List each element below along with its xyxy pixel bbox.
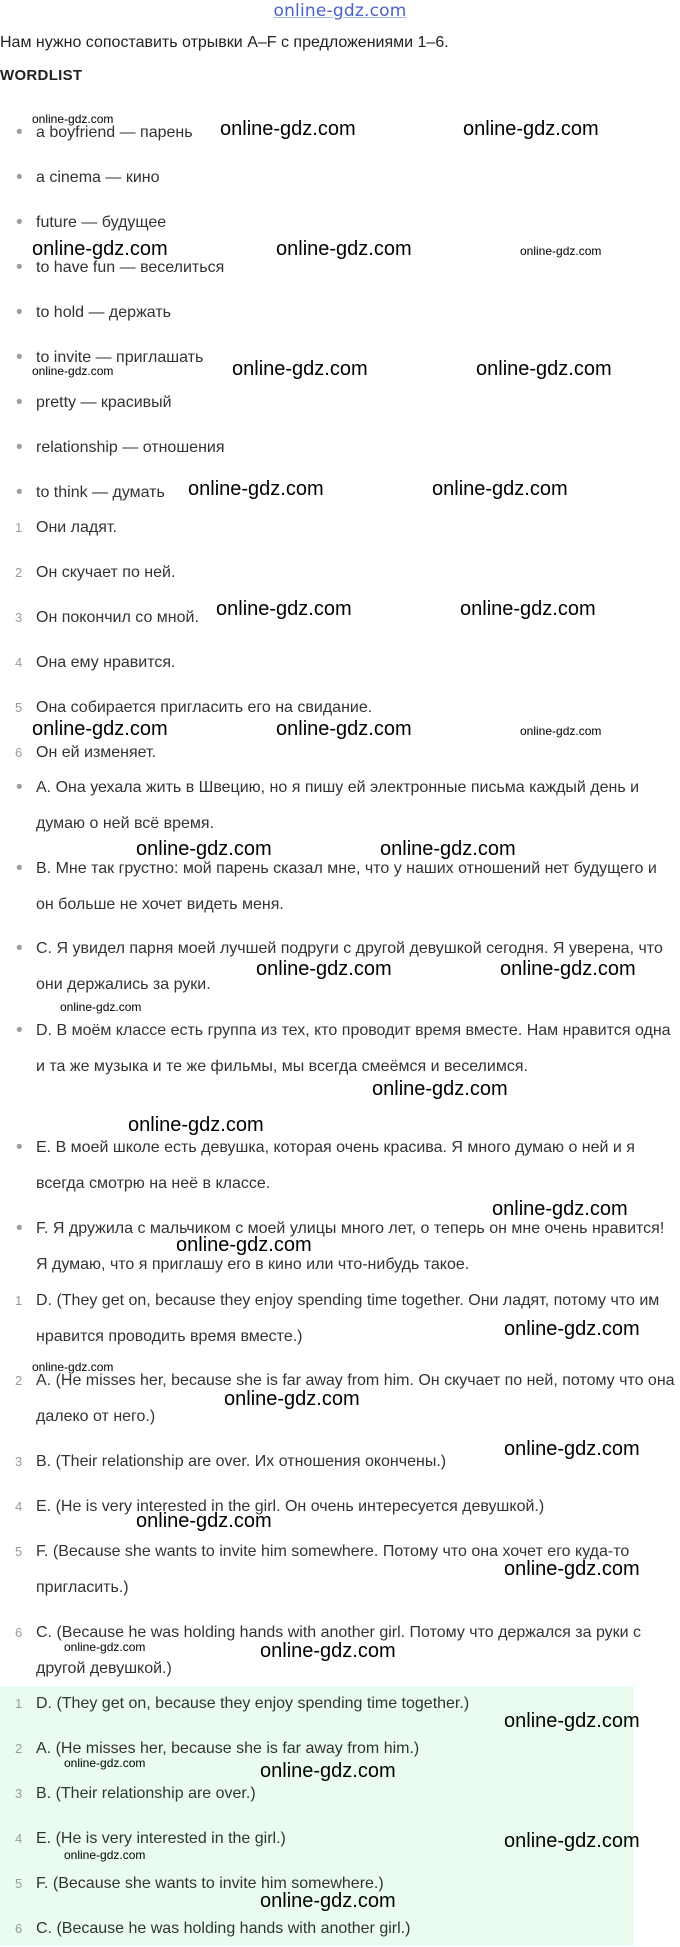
watermark: online-gdz.com	[520, 724, 602, 738]
list-item: 5 F. (Because she wants to invite him somewhere.)	[15, 1875, 384, 1892]
list-item: 4 Она ему нравится.	[15, 654, 176, 671]
list-item: • D. В моём классе есть группа из тех, кто проводит время вместе. Нам нравится одна и та же музыка и те же фильмы, мы всегда смеёмся и веселимся.	[0, 1013, 676, 1085]
bullet-icon: •	[16, 1020, 23, 1041]
list-item: 6 C. (Because he was holding hands with another girl. Потому что держался за руки с другой девушкой.)	[15, 1624, 642, 1677]
watermark: online-gdz.com	[520, 244, 602, 258]
list-item: 4 E. (He is very interested in the girl. Он очень интересуется девушкой.)	[15, 1498, 545, 1515]
list-item: 3 B. (Their relationship are over. Их отношения окончены.)	[15, 1453, 447, 1470]
watermark: online-gdz.com	[260, 1760, 396, 1782]
watermark: online-gdz.com	[460, 598, 596, 620]
bullet-icon: •	[16, 1218, 23, 1239]
watermark: online-gdz.com	[492, 1198, 628, 1220]
watermark: online-gdz.com	[504, 1710, 640, 1732]
list-item: • future — будущее	[0, 205, 676, 241]
watermark: online-gdz.com	[380, 838, 516, 860]
list-item: • B. Мне так грустно: мой парень сказал мне, что у наших отношений нет будущего и он больше не хочет видеть меня.	[0, 851, 676, 923]
watermark: online-gdz.com	[60, 1000, 142, 1014]
bullet-icon: •	[16, 167, 23, 188]
watermark: online-gdz.com	[500, 958, 636, 980]
watermark: online-gdz.com	[128, 1114, 264, 1136]
watermark: online-gdz.com	[504, 1558, 640, 1580]
bullet-icon: •	[16, 122, 23, 143]
list-item: • to have fun — веселиться	[0, 250, 676, 286]
wordlist-heading: WORDLIST	[0, 67, 83, 84]
list-item: 6 C. (Because he was holding hands with another girl.)	[15, 1920, 411, 1937]
list-item: • to hold — держать	[0, 295, 676, 331]
list-item: 4 E. (He is very interested in the girl.)	[15, 1830, 286, 1847]
list-item: 2 Он скучает по ней.	[15, 564, 176, 581]
watermark: online-gdz.com	[476, 358, 612, 380]
watermark: online-gdz.com	[64, 1756, 146, 1770]
list-item: 3 B. (Their relationship are over.)	[15, 1785, 256, 1802]
watermark: online-gdz.com	[32, 238, 168, 260]
watermark: online-gdz.com	[232, 358, 368, 380]
bullet-icon: •	[16, 392, 23, 413]
bullet-icon: •	[16, 437, 23, 458]
list-item: 1 D. (They get on, because they enjoy spending time together.)	[15, 1695, 470, 1712]
watermark: online-gdz.com	[216, 598, 352, 620]
bullet-icon: •	[16, 938, 23, 959]
watermark: online-gdz.com	[32, 1360, 114, 1374]
watermark: online-gdz.com	[432, 478, 568, 500]
list-item: • pretty — красивый	[0, 385, 676, 421]
watermark: online-gdz.com	[136, 1510, 272, 1532]
watermark: online-gdz.com	[276, 718, 412, 740]
list-item: 1 D. (They get on, because they enjoy spending time together. Они ладят, потому что им нравится проводить время вместе.)	[15, 1292, 660, 1345]
watermark: online-gdz.com	[372, 1078, 508, 1100]
list-item: 2 A. (He misses her, because she is far away from him. Он скучает по ней, потому что она далеко от него.)	[15, 1372, 675, 1425]
watermark: online-gdz.com	[220, 118, 356, 140]
watermark: online-gdz.com	[504, 1318, 640, 1340]
list-item: • A. Она уехала жить в Швецию, но я пишу ей электронные письма каждый день и думаю о ней всё время.	[0, 770, 676, 842]
bullet-icon: •	[16, 212, 23, 233]
list-item: 6 Он ей изменяет.	[15, 744, 157, 761]
list-item: • C. Я увидел парня моей лучшей подруги с другой девушкой сегодня. Я уверена, что они держались за руки.	[0, 931, 676, 1003]
watermark: online-gdz.com	[463, 118, 599, 140]
answer-highlight	[0, 1686, 634, 1946]
list-item: 1 Они ладят.	[15, 519, 117, 536]
list-item: • a boyfriend — парень	[0, 115, 676, 151]
bullet-icon: •	[16, 302, 23, 323]
watermark: online-gdz.com	[64, 1640, 146, 1654]
watermark: online-gdz.com	[32, 112, 114, 126]
bullet-icon: •	[16, 1137, 23, 1158]
watermark: online-gdz.com	[256, 958, 392, 980]
watermark: online-gdz.com	[32, 718, 168, 740]
site-logo[interactable]: online-gdz.com	[273, 1, 407, 21]
list-item: • E. В моей школе есть девушка, которая очень красива. Я много думаю о ней и я всегда смотрю на неё в классе.	[0, 1130, 676, 1202]
list-item: • to think — думать	[0, 475, 676, 511]
watermark: online-gdz.com	[276, 238, 412, 260]
list-item: • to invite — приглашать	[0, 340, 676, 376]
list-item: • F. Я дружила с мальчиком с моей улицы много лет, о теперь он мне очень нравится! Я думаю, что я приглашу его в кино или что-нибудь такое.	[0, 1211, 676, 1283]
watermark: online-gdz.com	[224, 1388, 360, 1410]
list-item: • relationship — отношения	[0, 430, 676, 466]
watermark: online-gdz.com	[32, 364, 114, 378]
watermark: online-gdz.com	[176, 1234, 312, 1256]
bullet-icon: •	[16, 858, 23, 879]
list-item: 3 Он покончил со мной.	[15, 609, 199, 626]
list-item: 5 Она собирается пригласить его на свидание.	[15, 699, 373, 716]
bullet-icon: •	[16, 347, 23, 368]
bullet-icon: •	[16, 482, 23, 503]
watermark: online-gdz.com	[504, 1830, 640, 1852]
watermark: online-gdz.com	[504, 1438, 640, 1460]
watermark: online-gdz.com	[260, 1640, 396, 1662]
list-item: 2 A. (He misses her, because she is far away from him.)	[15, 1740, 420, 1757]
list-item: 5 F. (Because she wants to invite him somewhere. Потому что она хочет его куда-то пригласить.)	[15, 1543, 630, 1596]
watermark: online-gdz.com	[260, 1890, 396, 1912]
list-item: • a cinema — кино	[0, 160, 676, 196]
watermark: online-gdz.com	[188, 478, 324, 500]
task-instruction: Нам нужно сопоставить отрывки A–F с предложениями 1–6.	[0, 34, 449, 51]
bullet-icon: •	[16, 257, 23, 278]
watermark: online-gdz.com	[64, 1848, 146, 1862]
watermark: online-gdz.com	[136, 838, 272, 860]
bullet-icon: •	[16, 777, 23, 798]
